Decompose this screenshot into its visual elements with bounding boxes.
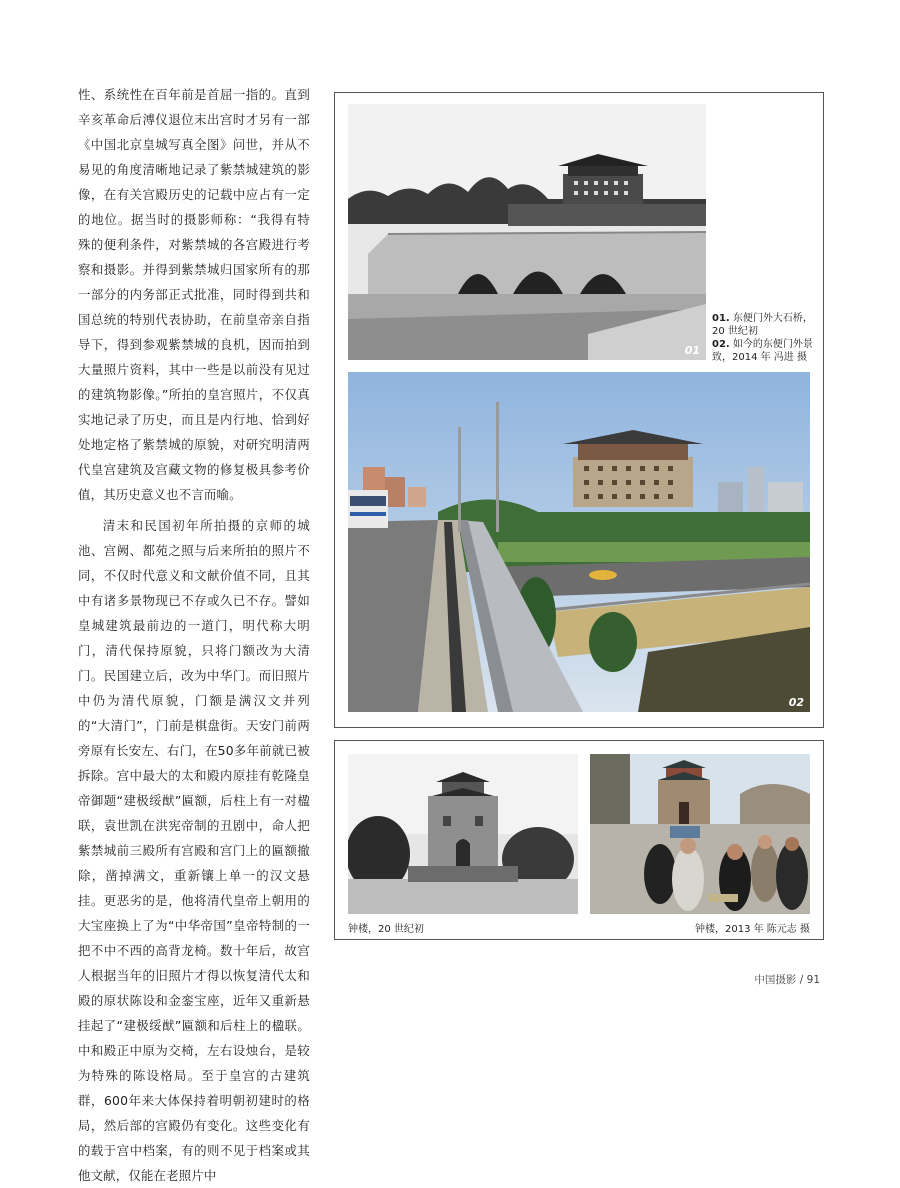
article-paragraph: 性、系统性在百年前是首屈一指的。直到辛亥革命后溥仪退位末出宫时才另有一部《中国北京皇城写真全图》问世，并从不易见的角度清晰地记录了紫禁城建筑的影像，在有关宫殿历史的记载中应占有一定的地位。据当时的摄影师称：“我得有特殊的便利条件，对紫禁城的各宫殿进行考察和摄影。并得到紫禁城归国家所有的那一部分的内务部正式批准，同时得到共和国总统的特别代表协助，在前皇帝亲自指导下，得到参观紫禁城的良机，因而拍到大量照片资料，其中一些是以前没有见过的建筑物影像。”所拍的皇宫照片，不仅真实地记录了历史，而且是内行地、恰到好处地定格了紫禁城的原貌，对研究明清两代皇宫建筑及宫藏文物的修复极具参考价值，其历史意义也不言而喻。 xyxy=(78,87,310,502)
caption-02 xyxy=(712,338,820,364)
caption-02-text: 如今的东便门外景致，2014 年 冯进 摄 xyxy=(712,339,813,363)
photo-bell-tower-modern xyxy=(590,754,810,914)
caption-02-number: 02. xyxy=(712,339,730,350)
article-paragraph: 清末和民国初年所拍摄的京师的城池、宫阙、都苑之照与后来所拍的照片不同，不仅时代意义和文献价值不同，且其中有诸多景物现已不存或久已不存。譬如皇城建筑最前边的一道门，明代称大明门，清代保持原貌，只将门额改为大清门。民国建立后，改为中华门。而旧照片中仍为清代原貌，门额是满汉文并列的“大清门”，门前是棋盘街。天安门前两旁原有长安左、右门，在50多年前就已被拆除。宫中最大的太和殿内原挂有乾隆皇帝御题“建极绥猷”匾额，后柱上有一对楹联，袁世凯在洪宪帝制的丑剧中，命人把紫禁城前三殿所有宫殿和宫门上的匾额撤除，凿掉满文，重新镶上单一的汉文悬挂。更恶劣的是，他将清代皇帝上朝用的大宝座换上了为“中华帝国”皇帝特制的一把不中不西的高背龙椅。数十年后，故宫人根据当年的旧照片才得以恢复清代太和殿的原状陈设和金銮宝座，近年又重新悬挂起了“建极绥猷”匾额和后柱上的楹联。中和殿正中原为交椅，左右设烛台，是较为特殊的陈设格局。至于皇宫的古建筑群，600年来大体保持着明朝初建时的格局，然后部的宫殿仍有变化。这些变化有的载于宫中档案，有的则不见于档案或其他文献，仅能在老照片中 xyxy=(78,518,310,1183)
caption-01-number: 01. xyxy=(712,313,730,324)
article-body xyxy=(78,82,310,1188)
photo-number-label: 02 xyxy=(788,696,804,709)
caption-bell-tower-old: 钟楼，20 世纪初 xyxy=(348,924,424,935)
caption-01-text: 东便门外大石桥，20 世纪初 xyxy=(712,313,813,337)
photo-dongbianmen-modern xyxy=(348,372,810,712)
page-folio: 中国摄影 / 91 xyxy=(754,974,820,986)
caption-photos-01-02 xyxy=(712,312,820,364)
caption-bell-tower-modern: 钟楼，2013 年 陈元志 摄 xyxy=(695,924,810,935)
caption-01 xyxy=(712,312,820,338)
photo-number-label: 01 xyxy=(684,344,700,357)
photo-bell-tower-old xyxy=(348,754,578,914)
photo-stone-bridge-old xyxy=(348,104,706,360)
